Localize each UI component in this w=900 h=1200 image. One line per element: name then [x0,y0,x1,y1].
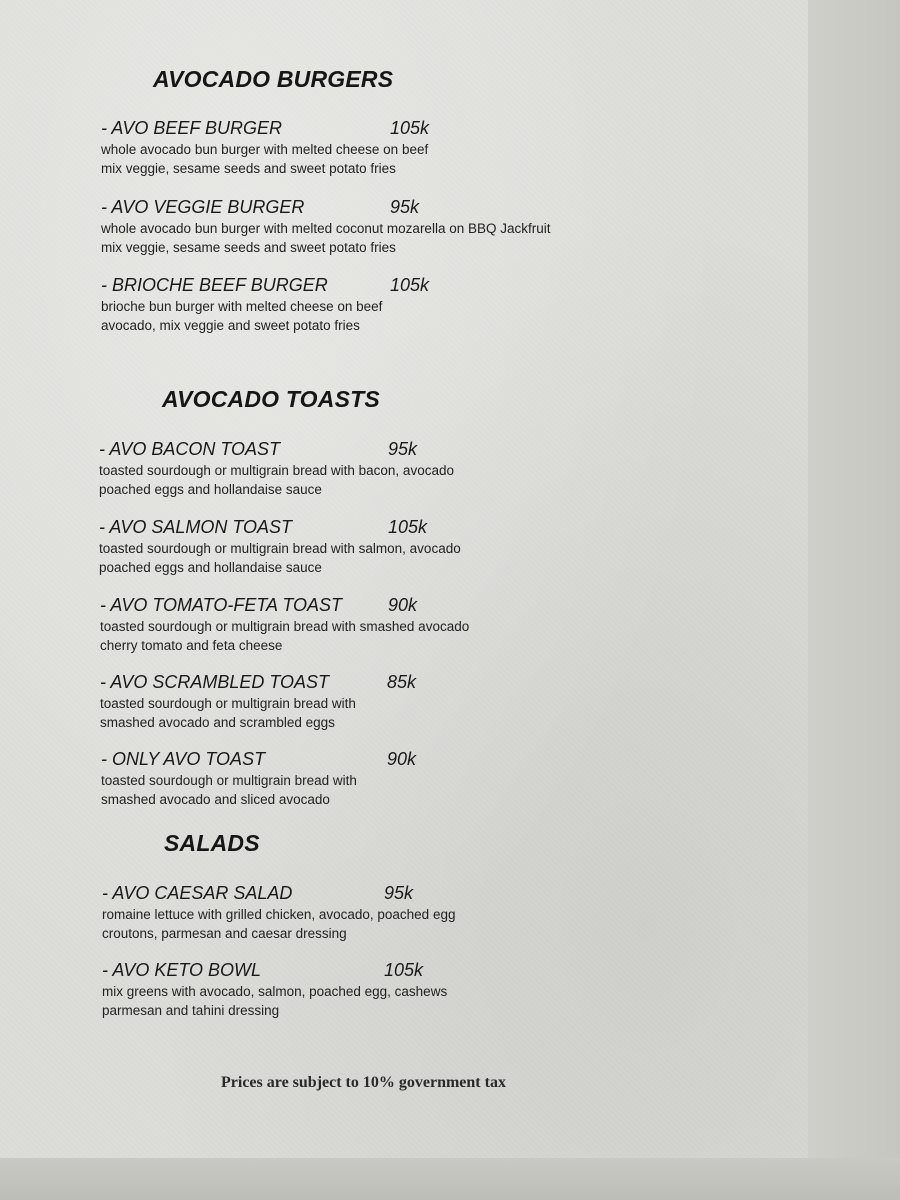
menu-item-avo-caesar-salad [102,883,662,943]
item-description-line-1: mix greens with avocado, salmon, poached egg, cashews [102,984,448,999]
item-name: - ONLY AVO TOAST [101,749,266,769]
item-description-line-2: cherry tomato and feta cheese [100,638,283,653]
item-description-line-2: poached eggs and hollandaise sauce [99,560,322,575]
item-description-line-1: romaine lettuce with grilled chicken, avocado, poached egg [102,907,456,922]
item-description-line-1: whole avocado bun burger with melted coconut mozarella on BBQ Jackfruit [101,221,551,236]
page-edge-background [808,0,900,1200]
item-price: 95k [384,883,414,903]
item-description-line-2: smashed avocado and sliced avocado [101,792,330,807]
item-price: 105k [390,275,430,295]
item-description-line-1: whole avocado bun burger with melted cheese on beef [101,142,429,157]
item-price: 90k [387,749,417,769]
tax-note: Prices are subject to 10% government tax [221,1074,506,1091]
item-price: 105k [390,118,430,138]
menu-item-avo-tomato-feta-toast [100,595,660,655]
section-title-avocado-burgers: AVOCADO BURGERS [153,66,394,92]
item-price: 95k [390,197,420,217]
item-description-line-2: avocado, mix veggie and sweet potato fries [101,318,360,333]
item-name: - AVO CAESAR SALAD [102,883,293,903]
item-description-line-1: toasted sourdough or multigrain bread with bacon, avocado [99,463,454,478]
item-name: - AVO KETO BOWL [102,960,262,980]
item-description-line-1: brioche bun burger with melted cheese on beef [101,299,383,314]
menu-item-avo-bacon-toast [99,439,659,499]
menu-item-avo-beef-burger [101,118,661,178]
section-title-avocado-toasts: AVOCADO TOASTS [162,386,380,412]
item-price: 105k [384,960,424,980]
item-price: 90k [388,595,418,615]
item-description-line-2: croutons, parmesan and caesar dressing [102,926,347,941]
item-description-line-2: poached eggs and hollandaise sauce [99,482,322,497]
item-price: 85k [387,672,417,692]
item-description-line-1: toasted sourdough or multigrain bread with smashed avocado [100,619,470,634]
item-description-line-2: smashed avocado and scrambled eggs [100,715,335,730]
item-name: - BRIOCHE BEEF BURGER [101,275,328,295]
item-description-line-2: parmesan and tahini dressing [102,1003,280,1018]
item-price: 95k [388,439,418,459]
item-name: - AVO BEEF BURGER [101,118,283,138]
item-name: - AVO SALMON TOAST [99,517,293,537]
page-bottom-background [0,1158,900,1200]
item-description-line-1: toasted sourdough or multigrain bread with [101,773,357,788]
section-title-salads: SALADS [164,830,260,856]
menu-item-brioche-beef-burger [101,275,661,335]
menu-item-avo-scrambled-toast [100,672,660,732]
item-description-line-2: mix veggie, sesame seeds and sweet potato fries [101,161,396,176]
item-name: - AVO SCRAMBLED TOAST [100,672,330,692]
menu-item-avo-salmon-toast [99,517,659,577]
item-description-line-1: toasted sourdough or multigrain bread with [100,696,356,711]
item-description-line-1: toasted sourdough or multigrain bread with salmon, avocado [99,541,461,556]
menu-item-only-avo-toast [101,749,661,809]
menu-item-avo-keto-bowl [102,960,662,1020]
item-price: 105k [388,517,428,537]
item-name: - AVO VEGGIE BURGER [101,197,305,217]
item-name: - AVO BACON TOAST [99,439,281,459]
menu-item-avo-veggie-burger [101,197,661,257]
item-name: - AVO TOMATO-FETA TOAST [100,595,343,615]
item-description-line-2: mix veggie, sesame seeds and sweet potato fries [101,240,396,255]
